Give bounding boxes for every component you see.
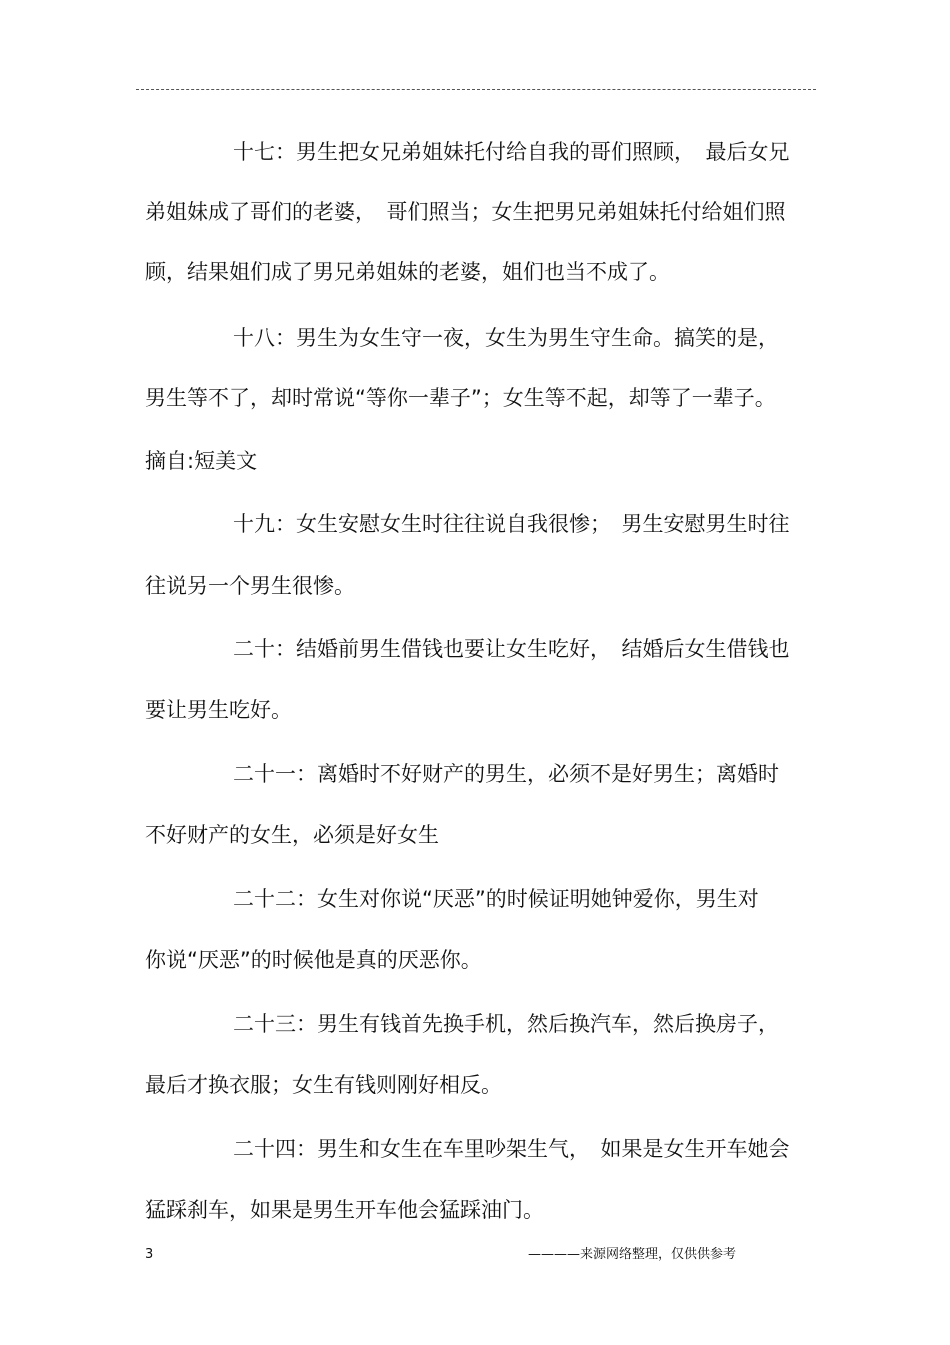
paragraph-23-line-1: 二十三：男生有钱首先换手机，然后换汽车，然后换房子，: [233, 1012, 779, 1036]
paragraph-17-line-1: 十七：男生把女兄弟姐妹托付给自我的哥们照顾， 最后女兄: [233, 140, 790, 164]
excerpt-source-line: 摘自:短美文: [145, 449, 258, 473]
paragraph-24-line-2: 猛踩刹车，如果是男生开车他会猛踩油门。: [145, 1198, 544, 1222]
paragraph-23-line-2: 最后才换衣服；女生有钱则刚好相反。: [145, 1073, 502, 1097]
paragraph-19-line-1: 十九：女生安慰女生时往往说自我很惨； 男生安慰男生时往: [233, 512, 790, 536]
paragraph-19-line-2: 往说另一个男生很惨。: [145, 574, 355, 598]
source-note: ————来源网络整理，仅供供参考: [528, 1247, 737, 1262]
paragraph-17-line-2: 弟姐妹成了哥们的老婆， 哥们照当；女生把男兄弟姐妹托付给姐们照: [145, 200, 786, 224]
paragraph-21-line-1: 二十一：离婚时不好财产的男生，必须不是好男生；离婚时: [233, 762, 779, 786]
paragraph-20-line-2: 要让男生吃好。: [145, 698, 292, 722]
paragraph-18-line-1: 十八：男生为女生守一夜，女生为男生守生命。搞笑的是，: [233, 326, 779, 350]
header-dashed-rule: [136, 89, 816, 90]
paragraph-17-line-3: 顾，结果姐们成了男兄弟姐妹的老婆，姐们也当不成了。: [145, 260, 670, 284]
paragraph-24-line-1: 二十四：男生和女生在车里吵架生气， 如果是女生开车她会: [233, 1137, 790, 1161]
paragraph-18-line-2: 男生等不了，却时常说“等你一辈子”；女生等不起，却等了一辈子。: [145, 386, 776, 410]
paragraph-21-line-2: 不好财产的女生，必须是好女生: [145, 823, 439, 847]
paragraph-22-line-1: 二十二：女生对你说“厌恶”的时候证明她钟爱你，男生对: [233, 887, 759, 911]
page-number: 3: [145, 1247, 154, 1262]
paragraph-22-line-2: 你说“厌恶”的时候他是真的厌恶你。: [145, 948, 482, 972]
paragraph-20-line-1: 二十：结婚前男生借钱也要让女生吃好， 结婚后女生借钱也: [233, 637, 790, 661]
